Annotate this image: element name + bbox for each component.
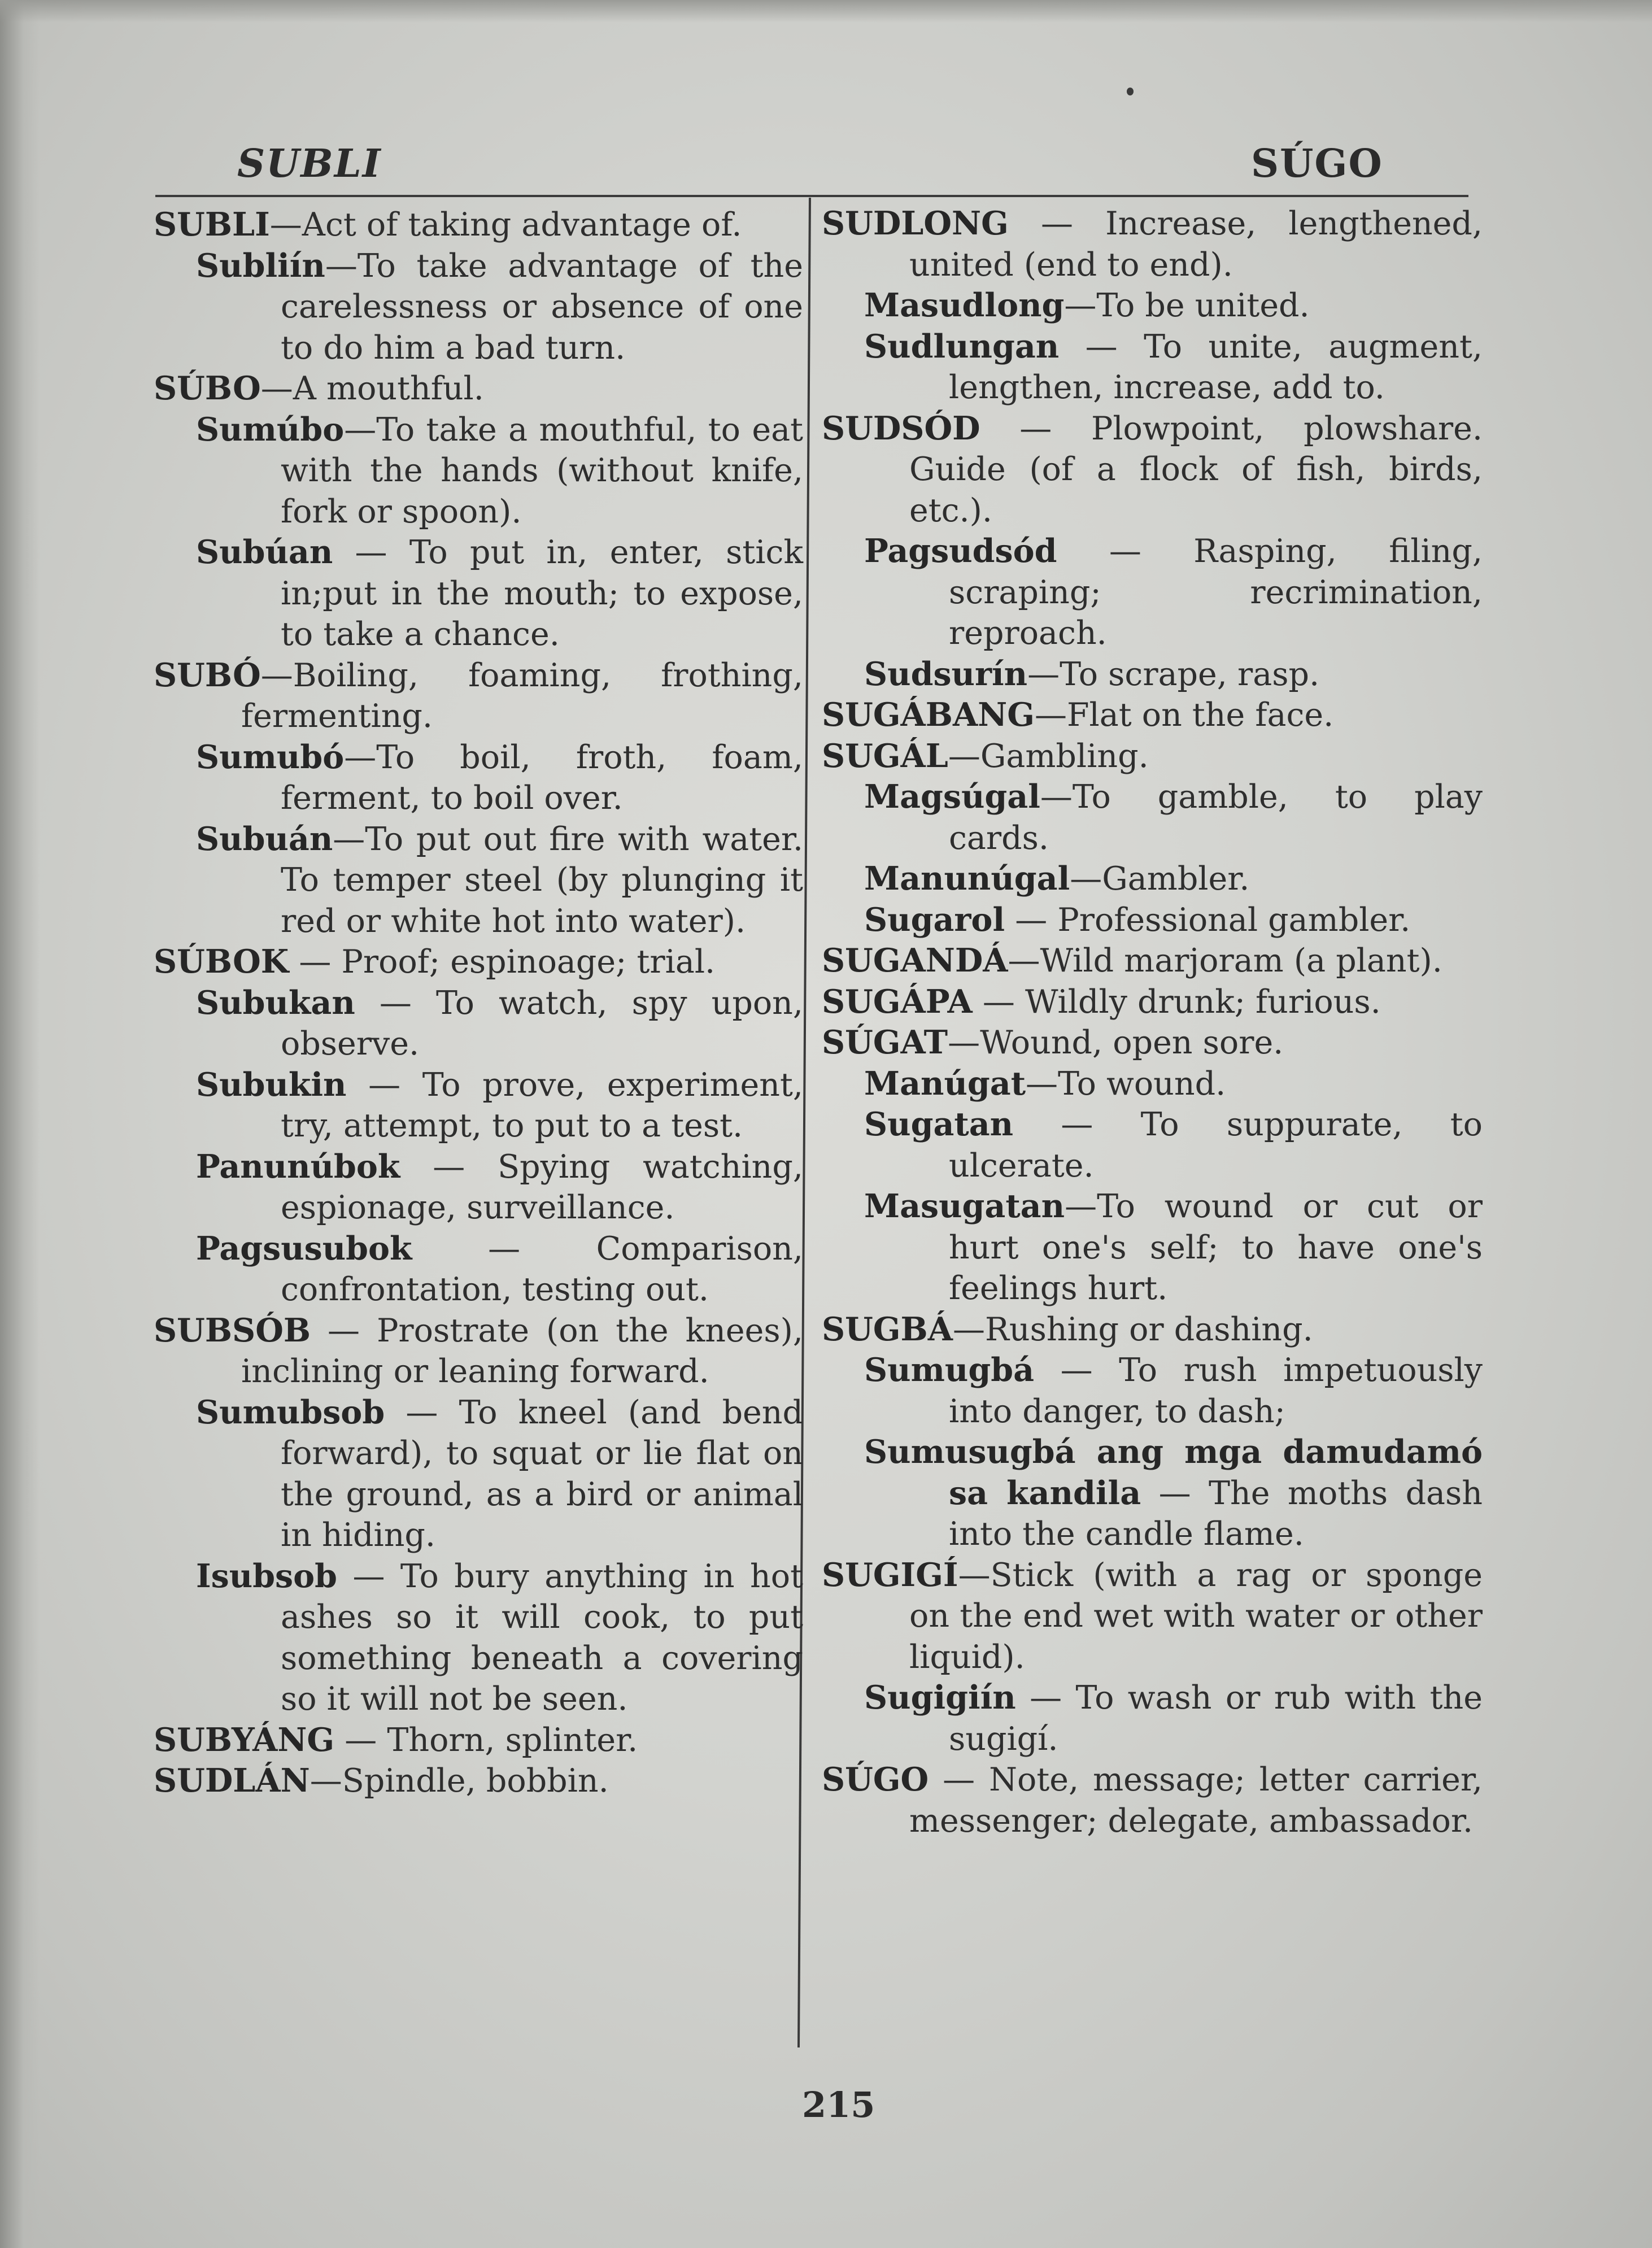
headword: Pagsusubok (196, 1229, 412, 1267)
definition: — The moths dash into the candle flame. (949, 1474, 1483, 1553)
header-rule (155, 195, 1468, 197)
dictionary-subentry (822, 285, 1483, 326)
headword: SUDSÓD (822, 409, 980, 447)
dictionary-entry (154, 204, 803, 246)
definition: — To rush impetuously into danger, to dash; (949, 1352, 1483, 1430)
headword: Subukin (196, 1065, 347, 1104)
dictionary-entry (154, 1761, 803, 1802)
dictionary-subentry (822, 1104, 1483, 1186)
definition: —Gambler. (1070, 860, 1250, 898)
definition: — Proof; espinoage; trial. (289, 943, 716, 981)
dictionary-subentry (154, 1065, 803, 1147)
headword: Subukan (196, 983, 355, 1022)
dictionary-entry (822, 940, 1483, 982)
headword: SUGIGÍ (822, 1556, 958, 1594)
headword: Magsúgal (864, 778, 1040, 816)
headword: Masudlong (864, 286, 1065, 324)
headword: Sudsurín (864, 655, 1028, 693)
headword: Subliín (196, 246, 325, 285)
dictionary-subentry (154, 1228, 803, 1310)
headword: SUGBÁ (822, 1310, 953, 1348)
dictionary-subentry (822, 777, 1483, 859)
dictionary-entry (154, 942, 803, 983)
headword: Manúgat (864, 1064, 1026, 1103)
dictionary-subentry (822, 1064, 1483, 1105)
dictionary-subentry (822, 531, 1483, 654)
dictionary-entry (822, 982, 1483, 1023)
dictionary-entry (822, 1759, 1483, 1841)
dictionary-subentry (154, 1392, 803, 1556)
dictionary-subentry (154, 246, 803, 369)
headword: SÚBOK (154, 943, 289, 981)
dictionary-entry (154, 1310, 803, 1392)
definition: —Gambling. (948, 737, 1149, 775)
definition: — Spying watching, espionage, surveillance. (281, 1148, 803, 1226)
definition: — To suppurate, to ulcerate. (949, 1106, 1483, 1184)
headword: SÚGO (822, 1761, 929, 1798)
headword: SUGÁL (822, 737, 948, 775)
definition: — Wildly drunk; furious. (972, 983, 1381, 1021)
definition: —To scrape, rasp. (1027, 655, 1320, 693)
headword: SUBLI (154, 206, 270, 243)
dictionary-entry (154, 1720, 803, 1761)
dictionary-subentry (154, 983, 803, 1065)
definition: — To bury anything in hot ashes so it will cook, to put something beneath a covering so it will not be seen. (281, 1557, 803, 1718)
binding-shadow (0, 0, 40, 2248)
definition: — To put in, enter, stick in;put in the mouth; to expose, to take a chance. (281, 534, 803, 653)
definition: — Prostrate (on the knees), inclining or leaning forward. (241, 1312, 803, 1390)
headword: Masugatan (864, 1187, 1065, 1225)
dictionary-subentry (822, 326, 1483, 408)
definition: —To put out fire with water. To temper steel (by plunging it red or white hot into water). (281, 820, 803, 940)
page-number: 215 (802, 2084, 875, 2125)
headword: Panunúbok (196, 1147, 400, 1186)
dictionary-subentry (822, 1678, 1483, 1759)
headword: Sugarol (864, 900, 1005, 939)
headword: Manunúgal (864, 860, 1070, 898)
headword: SUGÁPA (822, 982, 973, 1021)
definition: — Plowpoint, plowshare. Guide (of a flock of fish, birds, etc.). (909, 409, 1483, 529)
headword: SÚGAT (822, 1023, 948, 1061)
definition: — To unite, augment, lengthen, increase, add to. (949, 328, 1483, 406)
headword: Sumubó (196, 738, 345, 776)
dictionary-subentry (154, 819, 803, 942)
definition: —Spindle, bobbin. (310, 1762, 609, 1800)
dictionary-subentry (822, 1432, 1483, 1555)
dictionary-entry (822, 408, 1483, 531)
headword: Sugigiín (864, 1679, 1016, 1717)
dictionary-subentry (154, 1147, 803, 1228)
headword: SÚBO (154, 369, 261, 407)
definition: —To be united. (1064, 287, 1310, 324)
definition: — To kneel (and bend forward), to squat or lie flat on the ground, as a bird or animal in hiding. (281, 1393, 803, 1554)
definition: —Rushing or dashing. (952, 1310, 1313, 1348)
headword: SUDLONG (822, 204, 1009, 242)
definition: — Note, message; letter carrier, messenger; delegate, ambassador. (909, 1761, 1483, 1840)
dictionary-subentry (822, 654, 1483, 695)
definition: — Comparison, confrontation, testing out. (281, 1230, 803, 1308)
headword: SUBÓ (154, 656, 261, 694)
headword: Pagsudsód (864, 532, 1057, 570)
dictionary-subentry (822, 900, 1483, 941)
dictionary-subentry (154, 409, 803, 533)
definition: —To wound. (1026, 1065, 1226, 1103)
dictionary-entry (822, 1022, 1483, 1064)
dictionary-entry (154, 655, 803, 737)
headword: SUBSÓB (154, 1311, 311, 1349)
definition: —Boiling, foaming, frothing, fermenting. (241, 656, 803, 735)
dictionary-entry (822, 736, 1483, 777)
definition: — To wash or rub with the sugigí. (949, 1679, 1483, 1758)
left-column (154, 204, 803, 1802)
definition: —To wound or cut or hurt one's self; to have one's feelings hurt. (949, 1188, 1483, 1307)
right-guide-word: SÚGO (1251, 141, 1383, 186)
headword: Sumúbo (196, 410, 345, 448)
headword: SUGANDÁ (822, 942, 1008, 979)
dictionary-subentry (822, 859, 1483, 900)
headword: Sumusugbá ang mga damudamó sa kandila (864, 1433, 1483, 1512)
definition: — Rasping, filing, scraping; recrimination, reproach. (949, 533, 1483, 652)
dictionary-subentry (154, 532, 803, 655)
definition: —Wild marjoram (a plant). (1008, 942, 1442, 979)
definition: —Wound, open sore. (948, 1024, 1284, 1061)
definition: —To boil, froth, foam, ferment, to boil over. (281, 738, 803, 817)
headword: Sudlungan (864, 327, 1060, 365)
dictionary-entry (822, 695, 1483, 736)
definition: — To watch, spy upon, observe. (281, 984, 803, 1062)
definition: —To gamble, to play cards. (949, 778, 1483, 857)
definition: —Act of taking advantage of. (269, 206, 742, 243)
dictionary-subentry (154, 737, 803, 819)
left-guide-word: SUBLI (237, 141, 382, 186)
definition: — Professional gambler. (1005, 901, 1411, 939)
headword: Subuán (196, 820, 333, 858)
definition: —Flat on the face. (1034, 696, 1334, 734)
headword: SUBYÁNG (154, 1720, 335, 1759)
ink-speck (1127, 88, 1134, 95)
headword: Subúan (196, 533, 333, 571)
headword: SUGÁBANG (822, 696, 1035, 734)
right-column (822, 203, 1483, 1841)
headword: SUDLÁN (154, 1762, 310, 1800)
definition: —To take advantage of the carelessness or absence of one to do him a bad turn. (281, 247, 803, 367)
dictionary-subentry (822, 1350, 1483, 1432)
dictionary-entry (822, 1309, 1483, 1350)
top-edge-shadow (0, 0, 1652, 23)
dictionary-subentry (154, 1556, 803, 1720)
headword: Sumubsob (196, 1393, 385, 1431)
dictionary-subentry (822, 1186, 1483, 1309)
definition: —A mouthful. (260, 370, 484, 407)
dictionary-entry (822, 1555, 1483, 1678)
definition: — Thorn, splinter. (334, 1721, 638, 1759)
headword: Isubsob (196, 1557, 338, 1595)
dictionary-entry (822, 203, 1483, 285)
headword: Sumugbá (864, 1351, 1035, 1389)
dictionary-entry (154, 368, 803, 409)
definition: —Stick (with a rag or sponge on the end wet with water or other liquid). (909, 1556, 1483, 1676)
definition: —To take a mouthful, to eat with the hands (without knife, fork or spoon). (281, 411, 803, 530)
definition: — To prove, experiment, try, attempt, to put to a test. (281, 1066, 803, 1144)
headword: Sugatan (864, 1105, 1014, 1143)
definition: — Increase, lengthened, united (end to end). (909, 205, 1483, 284)
